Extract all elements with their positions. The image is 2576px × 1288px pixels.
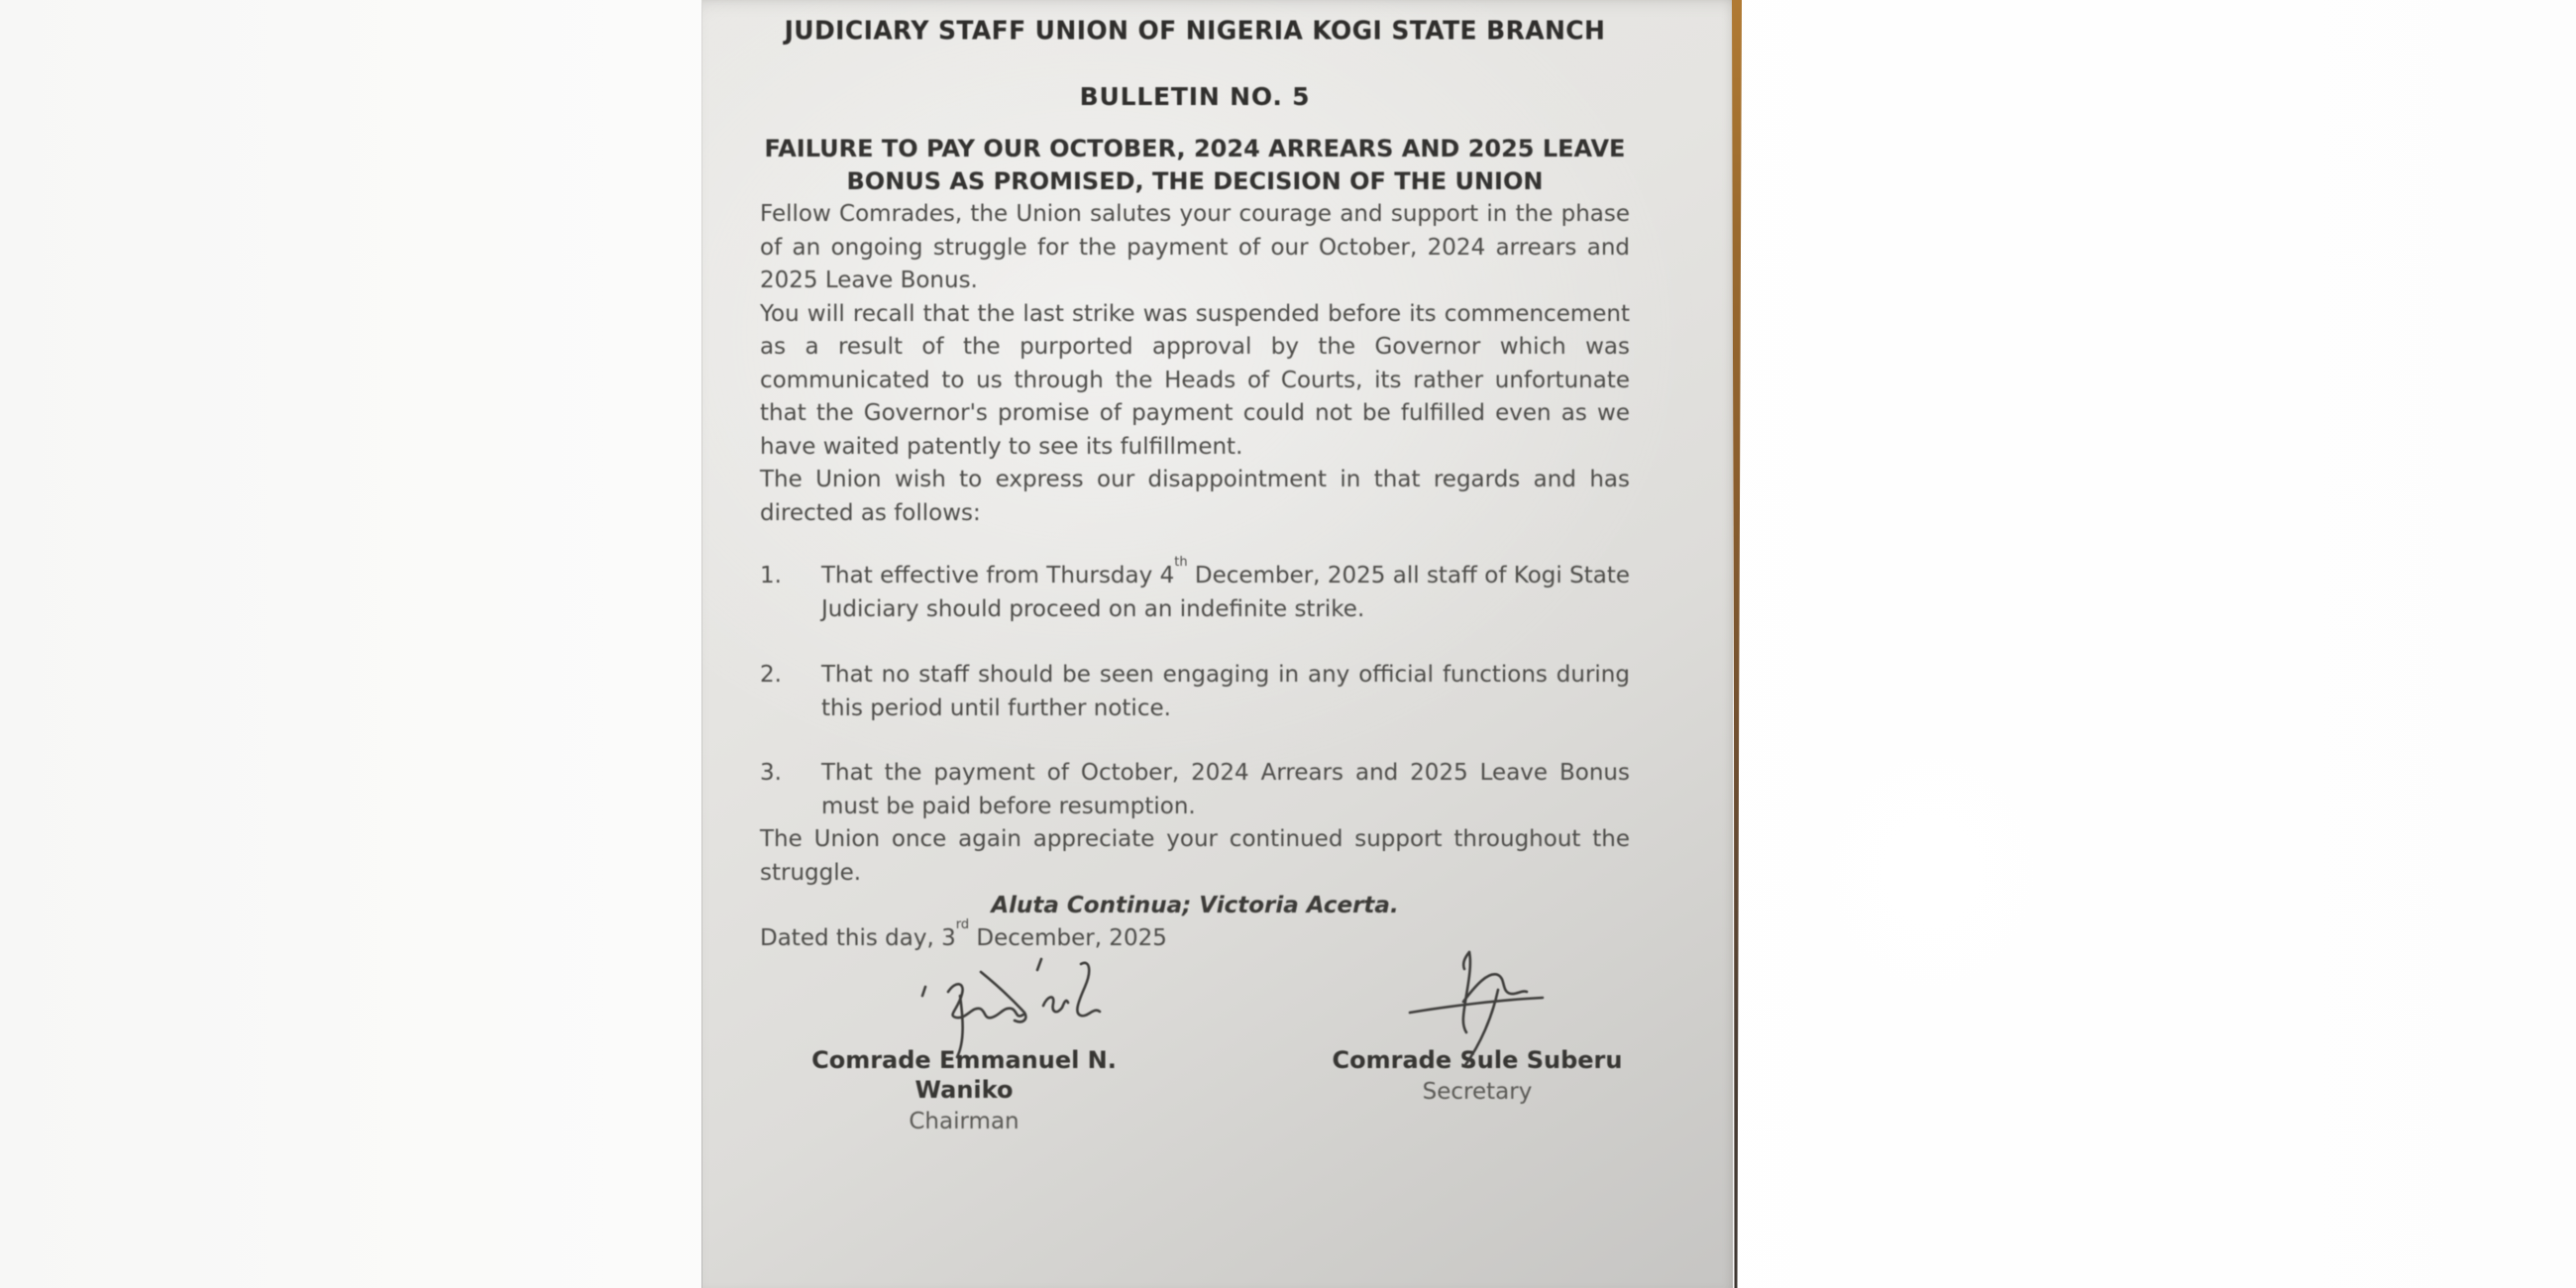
signatory-name: Comrade Emmanuel N. Waniko bbox=[811, 1045, 1117, 1104]
document-subject: FAILURE TO PAY OUR OCTOBER, 2024 ARREARS AND 2025 LEAVE BONUS AS PROMISED, THE DECISION OF THE UNION bbox=[764, 135, 1626, 195]
dated-text-part: Dated this day, 3 bbox=[760, 925, 956, 951]
paragraph-closing: The Union once again appreciate your continued support throughout the struggle. bbox=[760, 826, 1630, 886]
ordinal-superscript: rd bbox=[955, 917, 970, 933]
directive-text bbox=[821, 757, 1630, 823]
directive-item-1 bbox=[760, 555, 1630, 626]
secretary-signature-icon bbox=[1402, 940, 1560, 1069]
background-glow bbox=[1704, 614, 2160, 1129]
document-page bbox=[701, 0, 1733, 1288]
document-content bbox=[702, 0, 1733, 1288]
ordinal-superscript: th bbox=[1174, 555, 1188, 571]
signatory-role: Chairman bbox=[909, 1108, 1020, 1134]
directive-text-part: December, 2025 all staff of Kogi State Judiciary should proceed on an indefinite strike. bbox=[821, 563, 1630, 622]
dated-text-part: December, 2025 bbox=[969, 925, 1167, 951]
directive-item-2 bbox=[760, 659, 1630, 725]
directive-text-part: That the payment of October, 2024 Arrears and 2025 Leave Bonus must be paid before resumption. bbox=[821, 760, 1630, 819]
table-edge bbox=[1732, 0, 1742, 1288]
org-title: JUDICIARY STAFF UNION OF NIGERIA KOGI STATE BRANCH bbox=[784, 15, 1606, 46]
paragraph-strike-recall: You will recall that the last strike was suspended before its commencement as a result of the purported approval by the Governor which was communicated to us through the Heads of Courts, its rather unfortunate that the Governor's promise of payment could not be fulfilled even as we have waited patently to see its fulfillment. bbox=[760, 300, 1630, 460]
signature-row bbox=[760, 956, 1630, 1045]
directive-number: 2. bbox=[760, 662, 782, 688]
directive-number: 1. bbox=[760, 563, 782, 589]
signatory-name: Comrade Sule Suberu bbox=[1332, 1045, 1623, 1074]
directive-item-3 bbox=[760, 757, 1630, 823]
chairman-signature-icon bbox=[887, 952, 1110, 1059]
paragraph-directive-lead: The Union wish to express our disappointment in that regards and has directed as follows: bbox=[760, 467, 1630, 526]
directive-text-part: That effective from Thursday 4 bbox=[821, 563, 1175, 589]
motto-line: Aluta Continua; Victoria Acerta. bbox=[991, 893, 1399, 918]
bulletin-number: BULLETIN NO. 5 bbox=[1079, 82, 1311, 111]
directive-text-part: That no staff should be seen engaging in any official functions during this period until further notice. bbox=[821, 662, 1630, 721]
directive-text bbox=[821, 555, 1630, 626]
signatory-role: Secretary bbox=[1422, 1078, 1533, 1105]
paragraph-intro: Fellow Comrades, the Union salutes your courage and support in the phase of an ongoing struggle for the payment of our October, 2024 arrears and 2025 Leave Bonus. bbox=[760, 201, 1630, 293]
directive-text bbox=[821, 659, 1630, 725]
directive-number: 3. bbox=[760, 760, 782, 786]
